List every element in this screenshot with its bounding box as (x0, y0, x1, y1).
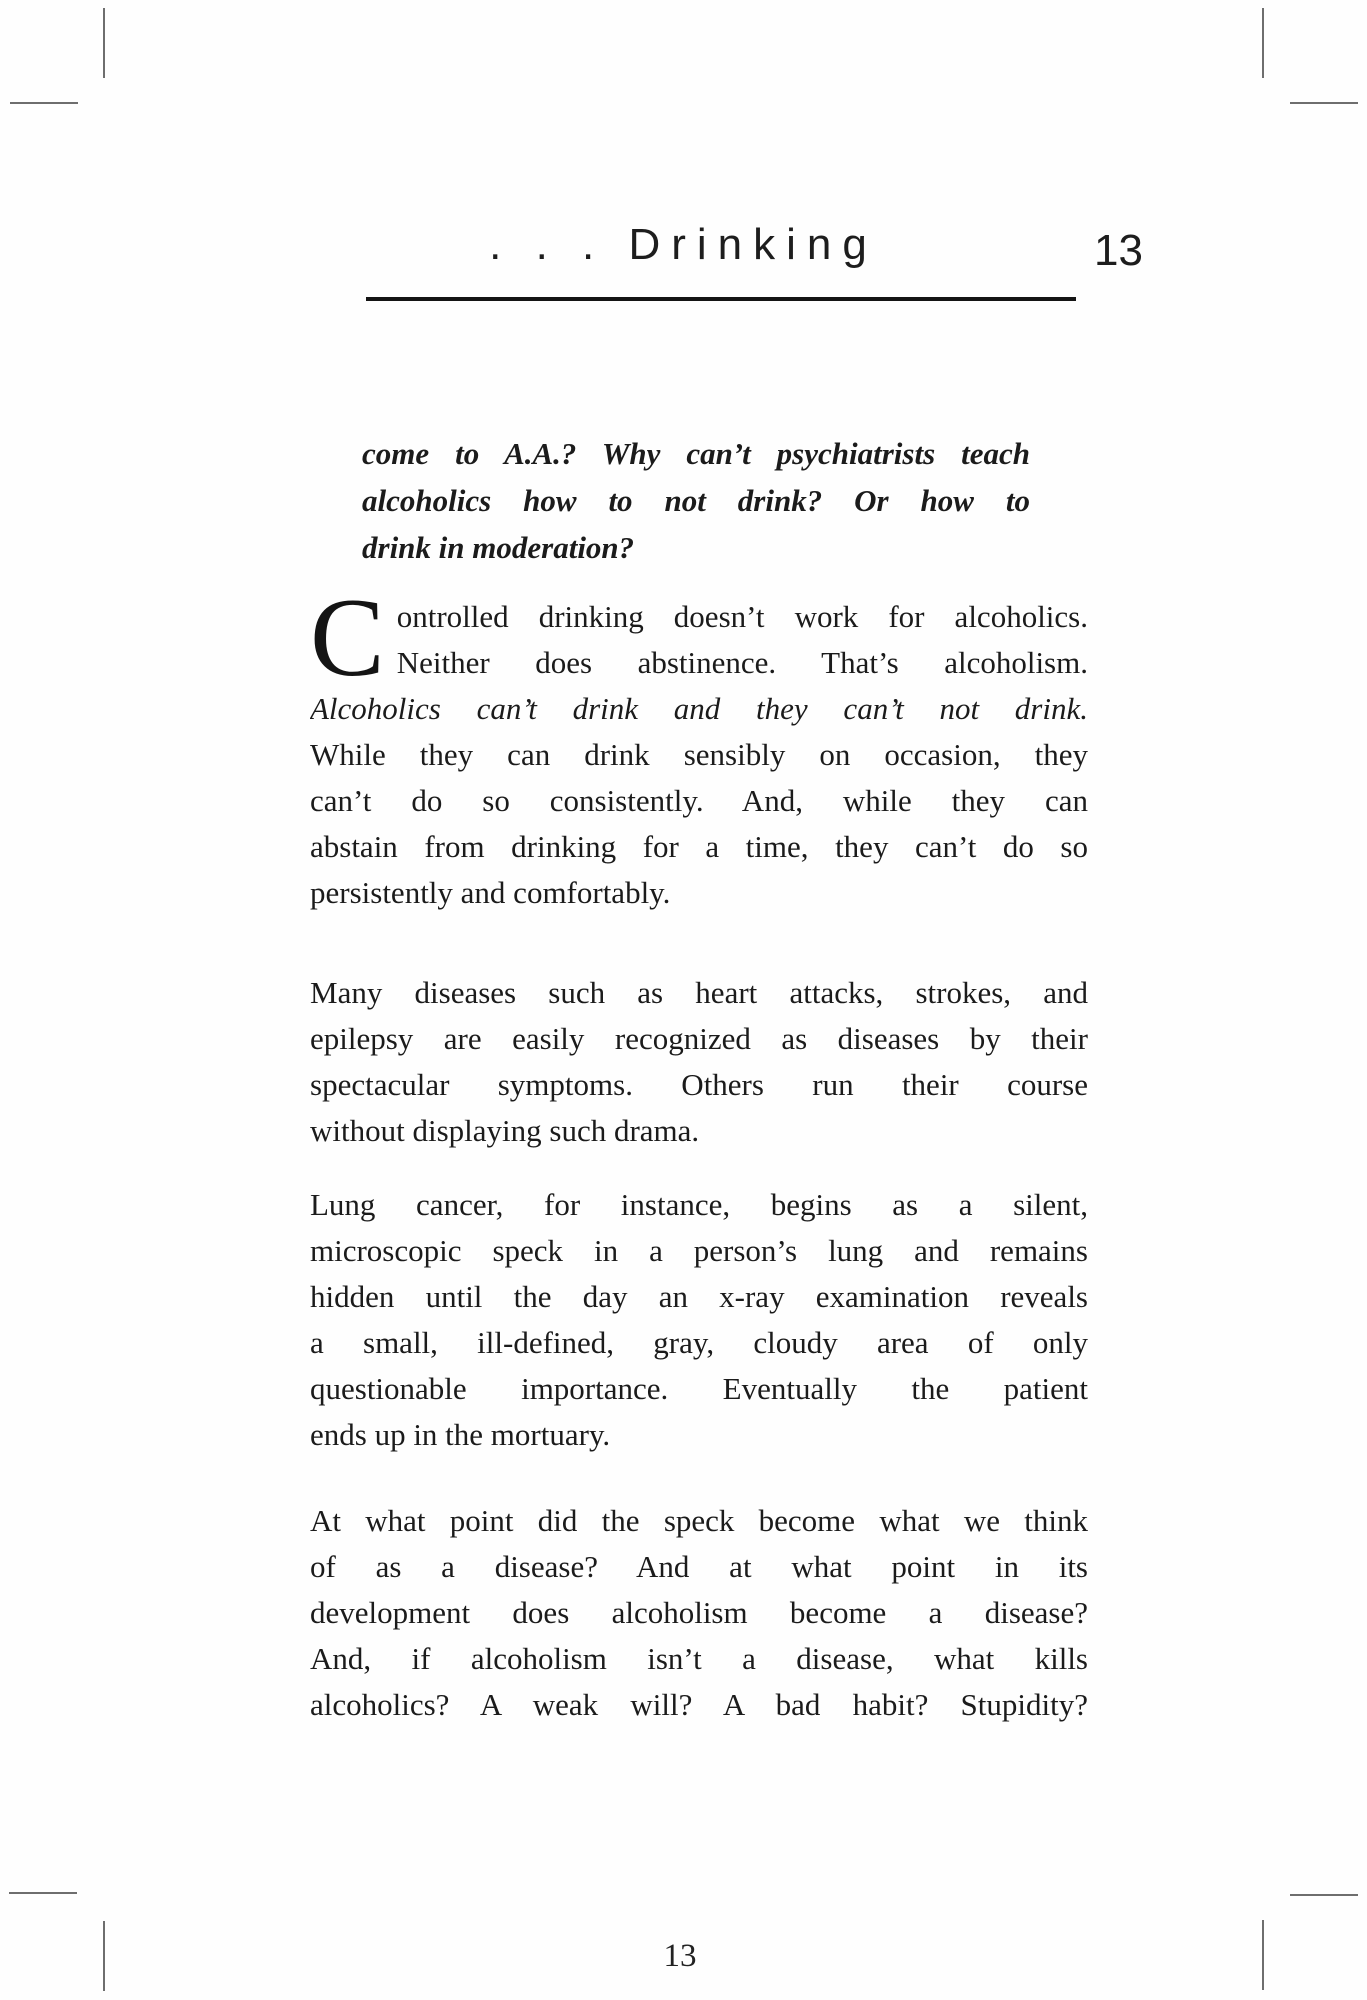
crop-mark-top-left-vertical (103, 8, 105, 78)
body-line: of as a disease? And at what point in its (310, 1549, 1088, 1584)
body-paragraph-4 (310, 1498, 1088, 1728)
crop-mark-bottom-left-vertical (103, 1921, 105, 1991)
body-line: ontrolled drinking doesn’t work for alcoholics. (396, 599, 1088, 634)
running-header-title: . . . Drinking (489, 220, 878, 269)
crop-mark-top-right-vertical (1262, 8, 1264, 78)
crop-mark-bottom-left-horizontal (9, 1892, 77, 1894)
page-number-bottom: 13 (663, 1938, 697, 1974)
body-line: Lung cancer, for instance, begins as a silent, (310, 1187, 1088, 1222)
body-line: can’t do so consistently. And, while they can (310, 783, 1088, 818)
crop-mark-top-right-horizontal (1290, 102, 1358, 104)
header-rule (366, 297, 1076, 301)
crop-mark-bottom-right-horizontal (1290, 1894, 1358, 1896)
body-line: Neither does abstinence. That’s alcoholism. (396, 645, 1088, 680)
body-line: While they can drink sensibly on occasion, they (310, 737, 1088, 772)
body-line: spectacular symptoms. Others run their course (310, 1067, 1088, 1102)
body-paragraph-2 (310, 970, 1088, 1154)
body-line: without displaying such drama. (310, 1113, 700, 1148)
drop-cap: C (310, 576, 385, 700)
body-line: abstain from drinking for a time, they can’t do so (310, 829, 1088, 864)
body-line: Alcoholics can’t drink and they can’t not drink. (310, 691, 1088, 726)
body-line: alcoholics? A weak will? A bad habit? Stupidity? (310, 1687, 1088, 1722)
crop-mark-bottom-right-vertical (1262, 1920, 1264, 1990)
body-paragraph-1 (310, 576, 1088, 916)
page-number-top: 13 (1094, 226, 1143, 275)
body-line: epilepsy are easily recognized as diseases by their (310, 1021, 1088, 1056)
intro-line: alcoholics how to not drink? Or how to (362, 483, 1030, 518)
body-line: development does alcoholism become a disease? (310, 1595, 1088, 1630)
body-line: microscopic speck in a person’s lung and remains (310, 1233, 1088, 1268)
body-line: ends up in the mortuary. (310, 1417, 611, 1452)
body-line: At what point did the speck become what we think (310, 1503, 1088, 1538)
body-line: hidden until the day an x-ray examination reveals (310, 1279, 1088, 1314)
body-paragraph-3 (310, 1182, 1088, 1458)
body-line: And, if alcoholism isn’t a disease, what kills (310, 1641, 1088, 1676)
body-line: a small, ill-defined, gray, cloudy area of only (310, 1325, 1088, 1360)
crop-mark-top-left-horizontal (10, 102, 78, 104)
intro-line: drink in moderation? (362, 530, 635, 565)
intro-question (362, 430, 1030, 571)
body-line: persistently and comfortably. (310, 875, 671, 910)
body-line: questionable importance. Eventually the patient (310, 1371, 1088, 1406)
intro-line: come to A.A.? Why can’t psychiatrists teach (362, 436, 1030, 471)
body-line: Many diseases such as heart attacks, strokes, and (310, 975, 1088, 1010)
